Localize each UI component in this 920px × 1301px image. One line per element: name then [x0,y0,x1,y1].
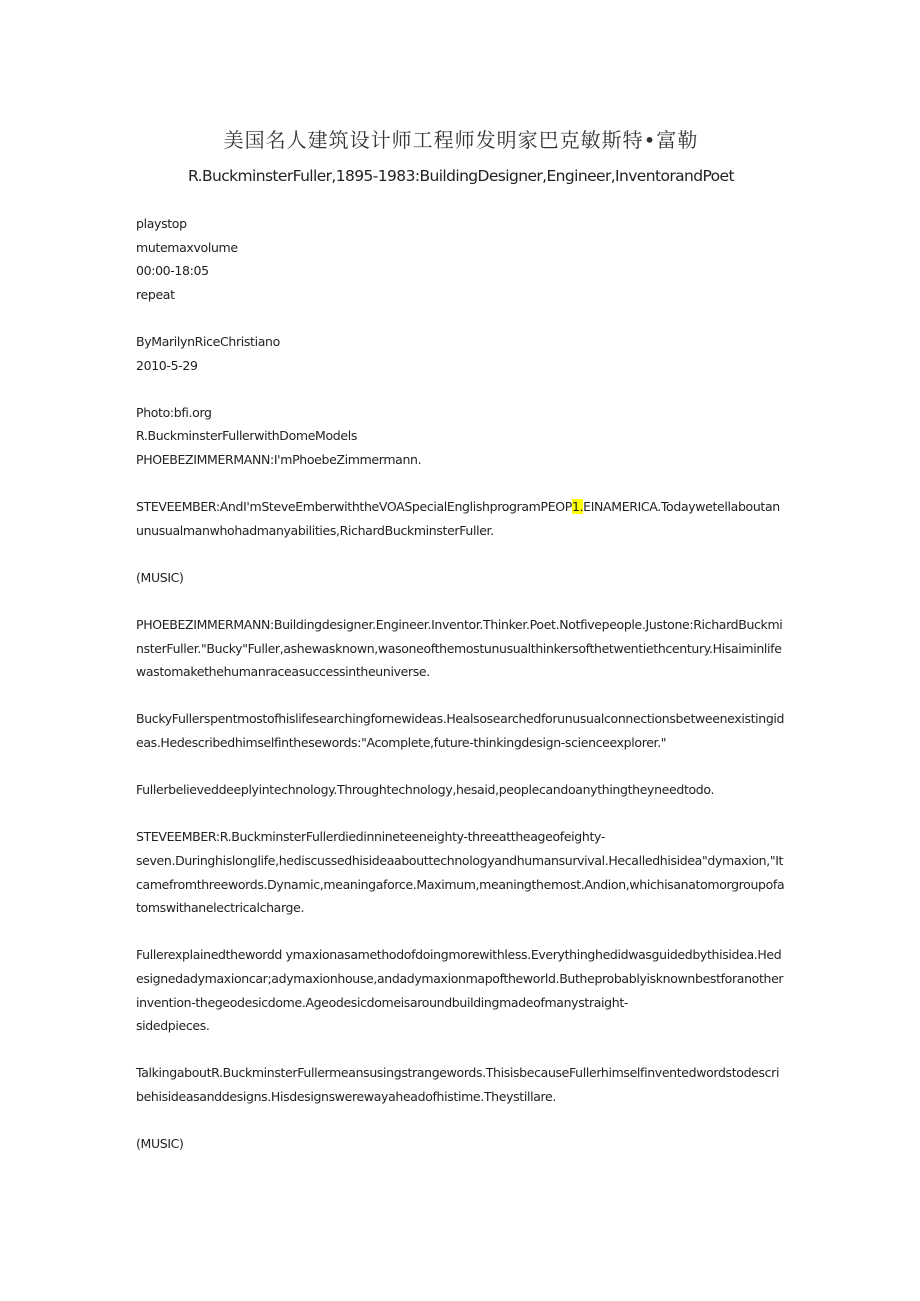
paragraph-dymaxion: seven.Duringhislonglife,hediscussedhisideaabouttechnologyandhumansurvival.Hecalledhisidea"dymaxion,"Itcamefromthreewords.Dynamic,meaningaforce.Maximum,meaningthemost.Andion,whichisanatomorgroupofatomswithanelectricalcharge. [136,853,785,916]
photo-credit: Photo:bfi.org [136,404,212,420]
player-mute-volume: mutemaxvolume [136,239,238,255]
chinese-title: 美国名人建筑设计师工程师发明家巴克敏斯特•富勒 [223,128,699,152]
music-cue: (MUSIC) [136,1136,184,1152]
paragraph-geodesic: Fullerexplainedthewordd ymaxionasamethodofdoingmorewithless.Everythinghedidwasguidedbythisidea.Hedesignedadymaxioncar;adymaxionhouse,andadymaxionmapoftheworld.Butheprobablyisknownbestforanotherinvention-thegeodesicdome.Ageodesicdomeisaroundbuildingmadeofmanystraight- [136,947,784,1010]
paragraph-technology: Fullerbelieveddeeplyintechnology.Throughtechnology,hesaid,peoplecandoanythingtheyneedtodo. [136,782,715,798]
paragraph-steve-line: STEVEEMBER:R.BuckminsterFullerdiedinnineteeneighty-threeattheageofeighty- [136,829,605,845]
photo-caption: R.BuckminsterFullerwithDomeModels [136,428,357,444]
paragraph-geodesic-end: sidedpieces. [136,1018,210,1034]
paragraph-steve-intro [136,495,786,542]
paragraph-text: STEVEEMBER:AndI'mSteveEmberwiththeVOASpecialEnglishprogramPEOP [136,499,572,515]
byline-date: 2010-5-29 [136,357,198,373]
byline-author: ByMarilynRiceChristiano [136,333,280,349]
english-title: R.BuckminsterFuller,1895-1983:BuildingDesigner,Engineer,InventorandPoet [188,167,734,185]
player-play-stop: playstop [136,216,187,231]
paragraph-strange-words: TalkingaboutR.BuckminsterFullermeansusingstrangewords.ThisisbecauseFullerhimselfinventedwordstodescribehisideasanddesigns.Hisdesignswerewayaheadofhistime.Theystillare. [136,1065,780,1104]
player-time: 00:00-18:05 [136,263,209,279]
paragraph-phoebe: PHOEBEZIMMERMANN:Buildingdesigner.Engineer.Inventor.Thinker.Poet.Notfivepeople.Justone:RichardBuckminsterFuller."Bucky"Fuller,ashewasknown,wasoneofthemostunusualthinkersofthetwentiethcentury.Hisaiminlifewastomakethehumanraceasuccessintheuniverse. [136,617,783,680]
article-body [136,212,786,1156]
player-repeat: repeat [136,286,175,302]
paragraph-intro: PHOEBEZIMMERMANN:I'mPhoebeZimmermann. [136,451,422,467]
paragraph-bucky: BuckyFullerspentmostofhislifesearchingfornewideas.Healsosearchedforunusualconnectionsbetweenexistingideas.Hedescribedhimselfinthesewords:"Acomplete,future-thinkingdesign-scienceexplorer." [136,711,785,751]
highlighted-text: 1. [571,499,584,515]
music-cue: (MUSIC) [136,569,184,585]
paragraph-text: EINAMERICA.Todaywetellaboutanunusualmanwhohadmanyabilities,RichardBuckminsterFuller. [136,499,780,538]
